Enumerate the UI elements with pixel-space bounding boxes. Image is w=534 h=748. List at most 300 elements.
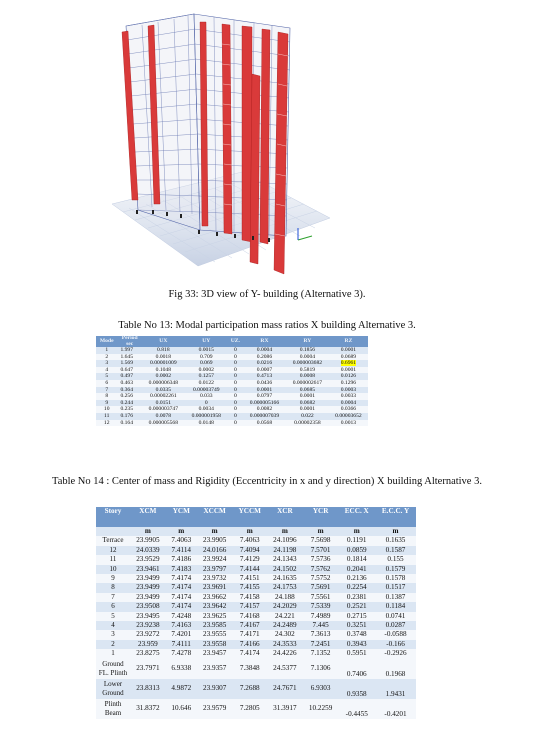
table-cell: 0.000003682 (286, 360, 329, 367)
table-cell: -0.2926 (375, 649, 416, 658)
table13-header-cell: Mode (96, 336, 117, 347)
table-cell: 24.3533 (267, 640, 303, 649)
table-cell: 23.9625 (197, 612, 233, 621)
table-cell: 0.0033 (329, 393, 368, 400)
table-cell: 0.0001 (329, 347, 368, 354)
table-row (96, 380, 368, 387)
table-cell: 0.000001958 (185, 413, 228, 420)
table-cell: 0.0859 (338, 546, 375, 555)
table13-body (96, 347, 368, 426)
story-cell: 8 (96, 583, 130, 592)
table-cell: 7.4158 (233, 593, 267, 602)
table-cell: 23.9732 (197, 574, 233, 583)
table-cell: 0.00002358 (286, 420, 329, 427)
table-row (96, 583, 416, 592)
table-cell: 23.9272 (130, 630, 166, 639)
table14-caption: Table No 14 : Center of mass and Rigidity (Eccentricity in x and y direction) X building Alternative 3. (52, 476, 482, 487)
table-cell: 0.0004 (243, 347, 286, 354)
story-cell: Plinth Beam (96, 699, 130, 719)
table-cell: 23.9555 (197, 630, 233, 639)
table-cell: 23.7971 (130, 659, 166, 679)
table-cell: 0.0001 (243, 387, 286, 394)
table-cell: 0.0034 (185, 406, 228, 413)
table14-header-cell: XCCM (197, 507, 233, 527)
table-cell: 0.5951 (338, 649, 375, 658)
table-row (96, 413, 368, 420)
table13-header-cell: RX (243, 336, 286, 347)
table-cell: 0.1191 (338, 536, 375, 545)
story-cell: 4 (96, 621, 130, 630)
unit-cell: m (197, 527, 233, 536)
units-row (96, 527, 416, 536)
table-row (96, 536, 416, 545)
table13-header-cell: Period sec (117, 336, 141, 347)
table-row (96, 420, 368, 427)
table-cell: 31.8372 (130, 699, 166, 719)
table-cell: 0.256 (117, 393, 141, 400)
table-cell: 23.959 (130, 640, 166, 649)
table-cell: 0.0335 (142, 387, 185, 394)
table-cell: 0.0126 (329, 373, 368, 380)
table-cell: 0.235 (117, 406, 141, 413)
table-cell: 7.4163 (166, 621, 197, 630)
center-of-mass-rigidity-table (96, 507, 416, 719)
table-row (96, 612, 416, 621)
table-cell: 0.0002 (185, 367, 228, 374)
table-cell: 23.9905 (197, 536, 233, 545)
table-cell: -0.4455 (338, 699, 375, 719)
table-cell: 0.000006348 (142, 380, 185, 387)
table-cell: 0.0018 (142, 354, 185, 361)
table13-header-cell: UY (185, 336, 228, 347)
table-cell: 10 (96, 406, 117, 413)
table-cell: 7.4174 (166, 602, 197, 611)
table-cell: 7.2688 (233, 679, 267, 699)
table-cell: 8 (96, 393, 117, 400)
table-cell: 23.9905 (130, 536, 166, 545)
table-cell: 0.1257 (185, 373, 228, 380)
highlighted-value: 0.6961 (340, 360, 357, 367)
table-cell: 0.2136 (338, 574, 375, 583)
table-cell: 0.0007 (243, 367, 286, 374)
table-cell: 24.1502 (267, 565, 303, 574)
table-cell: 0.1387 (375, 593, 416, 602)
table-row (96, 602, 416, 611)
table-cell: 0.00003652 (329, 413, 368, 420)
table-cell: 10.646 (166, 699, 197, 719)
table-cell: 0.022 (286, 413, 329, 420)
table-cell: 0.0689 (329, 354, 368, 361)
table-row (96, 360, 368, 367)
table14-header-cell: XCM (130, 507, 166, 527)
table-row (96, 621, 416, 630)
table-cell: 0.1587 (375, 546, 416, 555)
table-cell: 0.1296 (329, 380, 368, 387)
table-cell: 1.645 (117, 354, 141, 361)
table-cell: 0.0366 (329, 406, 368, 413)
table-cell: 0.2041 (338, 565, 375, 574)
table-cell: 7.4183 (166, 565, 197, 574)
table-cell: 23.9642 (197, 602, 233, 611)
table-cell: 0.0148 (185, 420, 228, 427)
table14-header-cell: YCR (303, 507, 339, 527)
table-cell: 4 (96, 367, 117, 374)
table-cell: 23.9307 (197, 679, 233, 699)
table-cell: 24.7671 (267, 679, 303, 699)
table-cell: 23.9924 (197, 555, 233, 564)
table-cell: 0.0216 (243, 360, 286, 367)
table-cell: 1.9431 (375, 679, 416, 699)
table-cell: 0.0122 (185, 380, 228, 387)
table-cell: 10.2259 (303, 699, 339, 719)
table-cell: 0.0013 (329, 420, 368, 427)
table-cell: 0.033 (185, 393, 228, 400)
table-cell: 0.1517 (375, 583, 416, 592)
table-cell: 23.9499 (130, 593, 166, 602)
table-cell: 0.0004 (286, 354, 329, 361)
table-row (96, 373, 368, 380)
table-cell: 24.1635 (267, 574, 303, 583)
table-cell: 0.364 (117, 387, 141, 394)
building-3d-figure (102, 4, 334, 286)
table-cell: 3 (96, 360, 117, 367)
table-cell: 0 (228, 367, 243, 374)
table-cell: 7.4171 (233, 630, 267, 639)
story-cell: 6 (96, 602, 130, 611)
table-cell: 0.0287 (375, 621, 416, 630)
table-cell: 0.0797 (243, 393, 286, 400)
table-row (96, 367, 368, 374)
table-cell: 24.1343 (267, 555, 303, 564)
table-cell: 0 (228, 380, 243, 387)
story-cell: 7 (96, 593, 130, 602)
table-cell: 23.9529 (130, 555, 166, 564)
table-cell: 7.4063 (233, 536, 267, 545)
table-cell: 0.000002617 (286, 380, 329, 387)
table-cell: 0.164 (117, 420, 141, 427)
table-row (96, 406, 368, 413)
table-cell: 0.9358 (338, 679, 375, 699)
table-cell: 23.9238 (130, 621, 166, 630)
table-row (96, 593, 416, 602)
table-row (96, 387, 368, 394)
table-cell: 0.0078 (142, 413, 185, 420)
table-cell: 0 (228, 400, 243, 407)
table-cell: 7.1306 (303, 659, 339, 679)
table-cell: 23.9797 (197, 565, 233, 574)
table-cell: 0 (228, 360, 243, 367)
table-cell: 23.9457 (197, 649, 233, 658)
table-cell: 0.00003749 (185, 387, 228, 394)
building-3d-model-image (102, 4, 334, 286)
table-cell: 7.4174 (166, 583, 197, 592)
table-cell: 0.000005166 (243, 400, 286, 407)
table-cell: 24.5377 (267, 659, 303, 679)
table-cell: 7.4174 (233, 649, 267, 658)
table-cell: 24.2489 (267, 621, 303, 630)
table-cell: 0.0568 (243, 420, 286, 427)
table-cell: 7.4151 (233, 574, 267, 583)
table-cell: 0.3251 (338, 621, 375, 630)
table14-header-row (96, 507, 416, 527)
table-cell: -0.4201 (375, 699, 416, 719)
table-cell: 6.9338 (166, 659, 197, 679)
table-cell: 24.1753 (267, 583, 303, 592)
table-cell: 23.9508 (130, 602, 166, 611)
table-cell: 0.5819 (286, 367, 329, 374)
table-cell: 7.5762 (303, 565, 339, 574)
table-cell: 12 (96, 420, 117, 427)
unit-cell: m (233, 527, 267, 536)
table-cell: 0.0436 (243, 380, 286, 387)
table-cell: 0.3748 (338, 630, 375, 639)
table-cell: 0.0082 (243, 406, 286, 413)
table-cell: 0.0682 (286, 400, 329, 407)
story-cell: 11 (96, 555, 130, 564)
table-cell: 7.4063 (166, 536, 197, 545)
table-cell: 7.3848 (233, 659, 267, 679)
table-cell: 0 (228, 354, 243, 361)
table-row (96, 393, 368, 400)
table-cell: 7.4157 (233, 602, 267, 611)
table-cell: 0.155 (375, 555, 416, 564)
table-cell: 7.4155 (233, 583, 267, 592)
table-row (96, 565, 416, 574)
table-cell: 0.2381 (338, 593, 375, 602)
table-cell: 0.2254 (338, 583, 375, 592)
table-cell: 7.4201 (166, 630, 197, 639)
table13-header-cell: UX (142, 336, 185, 347)
table-cell: 0.463 (117, 380, 141, 387)
table-row (96, 400, 368, 407)
table-row (96, 354, 368, 361)
figure-caption: Fig 33: 3D view of Y- building (Alternative 3). (168, 289, 366, 300)
table-cell: 24.302 (267, 630, 303, 639)
table-row (96, 347, 368, 354)
table-cell: 0.647 (117, 367, 141, 374)
table-cell: 0.0685 (286, 387, 329, 394)
table-cell: 0 (228, 393, 243, 400)
table-cell: 7.4111 (166, 640, 197, 649)
table-cell: 23.9495 (130, 612, 166, 621)
table-cell: 23.8275 (130, 649, 166, 658)
table-cell: 7.4278 (166, 649, 197, 658)
table-cell: -0.166 (375, 640, 416, 649)
unit-cell: m (375, 527, 416, 536)
table-cell: 0.00002261 (142, 393, 185, 400)
story-cell: 5 (96, 612, 130, 621)
table-cell: 0.0008 (286, 373, 329, 380)
table-cell: 0.818 (142, 347, 185, 354)
table-cell: 7.1352 (303, 649, 339, 658)
table-row (96, 679, 416, 699)
table-cell: 0.0002 (142, 373, 185, 380)
table-cell: 11 (96, 413, 117, 420)
table-cell: 24.188 (267, 593, 303, 602)
table-cell: 0.0004 (329, 400, 368, 407)
modal-participation-table (96, 336, 368, 426)
table-cell: 7.4248 (166, 612, 197, 621)
table-cell: 0.497 (117, 373, 141, 380)
table-cell: 4.9872 (166, 679, 197, 699)
table-cell: 24.221 (267, 612, 303, 621)
table-row (96, 546, 416, 555)
table-cell (329, 360, 368, 367)
table-cell: 23.9585 (197, 621, 233, 630)
table-cell: 7.4144 (233, 565, 267, 574)
table-cell: 0.176 (117, 413, 141, 420)
table-cell: 0.069 (185, 360, 228, 367)
table14-header-cell: XCR (267, 507, 303, 527)
unit-cell (96, 527, 130, 536)
table-cell: 23.8313 (130, 679, 166, 699)
table14-header-cell: YCM (166, 507, 197, 527)
table14-header-cell: ECC. X (338, 507, 375, 527)
table-cell: 24.2029 (267, 602, 303, 611)
table-cell: 2 (96, 354, 117, 361)
table-cell: 7.5698 (303, 536, 339, 545)
table-cell: 23.9662 (197, 593, 233, 602)
story-cell: 12 (96, 546, 130, 555)
table-cell: 7.2451 (303, 640, 339, 649)
story-cell: 10 (96, 565, 130, 574)
table-cell: 0.709 (185, 354, 228, 361)
table13-caption: Table No 13: Modal participation mass ratios X building Alternative 3. (118, 320, 416, 331)
table-cell: 0.0151 (142, 400, 185, 407)
unit-cell: m (267, 527, 303, 536)
table-cell: 7.445 (303, 621, 339, 630)
table-cell: 0.7406 (338, 659, 375, 679)
table-cell: 0 (228, 373, 243, 380)
table-cell: 5 (96, 373, 117, 380)
table-cell: 0.00001009 (142, 360, 185, 367)
table-cell: 0.1184 (375, 602, 416, 611)
table-cell: 0 (228, 413, 243, 420)
story-cell: 2 (96, 640, 130, 649)
table-cell: 7.5691 (303, 583, 339, 592)
table-cell: 1 (96, 347, 117, 354)
table-cell: -0.0588 (375, 630, 416, 639)
table-row (96, 574, 416, 583)
table-row (96, 659, 416, 679)
table-cell: 0.000005568 (142, 420, 185, 427)
table-cell: 7.4114 (166, 546, 197, 555)
table-cell: 6.9303 (303, 679, 339, 699)
story-cell: Lower Ground (96, 679, 130, 699)
table-cell: 23.9691 (197, 583, 233, 592)
story-cell: 9 (96, 574, 130, 583)
table-cell: 7.5736 (303, 555, 339, 564)
table13-header-cell: RZ (329, 336, 368, 347)
table-cell: 1.569 (117, 360, 141, 367)
table14-body (96, 527, 416, 719)
table14-header-cell: E.C.C. Y (375, 507, 416, 527)
table-cell: 0.1968 (375, 659, 416, 679)
table13-header-row (96, 336, 368, 347)
table-cell: 0.0001 (286, 406, 329, 413)
table-cell: 0.0001 (329, 367, 368, 374)
story-cell: 3 (96, 630, 130, 639)
table-cell: 7.5339 (303, 602, 339, 611)
table-cell: 24.0166 (197, 546, 233, 555)
unit-cell: m (338, 527, 375, 536)
table-cell: 0.1579 (375, 565, 416, 574)
table14-header-cell: YCCM (233, 507, 267, 527)
table-cell: 7.4174 (166, 574, 197, 583)
table-cell: 0.0015 (185, 347, 228, 354)
table-cell: 0.1856 (286, 347, 329, 354)
table-cell: 0.0001 (286, 393, 329, 400)
table-cell: 1.997 (117, 347, 141, 354)
table-row (96, 555, 416, 564)
table-cell: 7.4174 (166, 593, 197, 602)
table-cell: 0 (228, 420, 243, 427)
table-cell: 0.2715 (338, 612, 375, 621)
unit-cell: m (166, 527, 197, 536)
table-cell: 0.0741 (375, 612, 416, 621)
table-cell: 23.9558 (197, 640, 233, 649)
story-cell: 1 (96, 649, 130, 658)
table-cell: 23.9579 (197, 699, 233, 719)
table-cell: 23.9499 (130, 574, 166, 583)
story-cell: Ground FL. Plinth (96, 659, 130, 679)
table-cell: 0 (228, 406, 243, 413)
table-cell: 0.2086 (243, 354, 286, 361)
table-cell: 24.4226 (267, 649, 303, 658)
table-cell: 7.5701 (303, 546, 339, 555)
table13-header-cell: UZ. (228, 336, 243, 347)
table-cell: 7.5752 (303, 574, 339, 583)
table-row (96, 649, 416, 658)
table14-header-cell: Story (96, 507, 130, 527)
table-cell: 0.1635 (375, 536, 416, 545)
table-cell: 0.2521 (338, 602, 375, 611)
table-cell: 7.2805 (233, 699, 267, 719)
table-cell: 23.9461 (130, 565, 166, 574)
table-cell: 23.9357 (197, 659, 233, 679)
table-cell: 0 (228, 387, 243, 394)
table-cell: 7.4167 (233, 621, 267, 630)
table-cell: 0.4713 (243, 373, 286, 380)
table-cell: 0.1814 (338, 555, 375, 564)
table-cell: 7.3613 (303, 630, 339, 639)
table-cell: 7.4166 (233, 640, 267, 649)
table-cell: 24.0339 (130, 546, 166, 555)
unit-cell: m (303, 527, 339, 536)
table-cell: 24.1198 (267, 546, 303, 555)
table-cell: 0.1048 (142, 367, 185, 374)
table-cell: 0 (185, 400, 228, 407)
axis-marker (298, 228, 312, 240)
table-cell: 7.5561 (303, 593, 339, 602)
table-row (96, 640, 416, 649)
table-cell: 0.1578 (375, 574, 416, 583)
table-row (96, 699, 416, 719)
table-cell: 23.9499 (130, 583, 166, 592)
table-cell: 9 (96, 400, 117, 407)
table-cell: 0.000003747 (142, 406, 185, 413)
table-cell: 7.4168 (233, 612, 267, 621)
table-cell: 31.3917 (267, 699, 303, 719)
table-row (96, 630, 416, 639)
table-cell: 7 (96, 387, 117, 394)
table-cell: 0.3943 (338, 640, 375, 649)
table13-header-cell: RY (286, 336, 329, 347)
unit-cell: m (130, 527, 166, 536)
table-cell: 7.4186 (166, 555, 197, 564)
story-cell: Terrace (96, 536, 130, 545)
table-cell: 7.4094 (233, 546, 267, 555)
